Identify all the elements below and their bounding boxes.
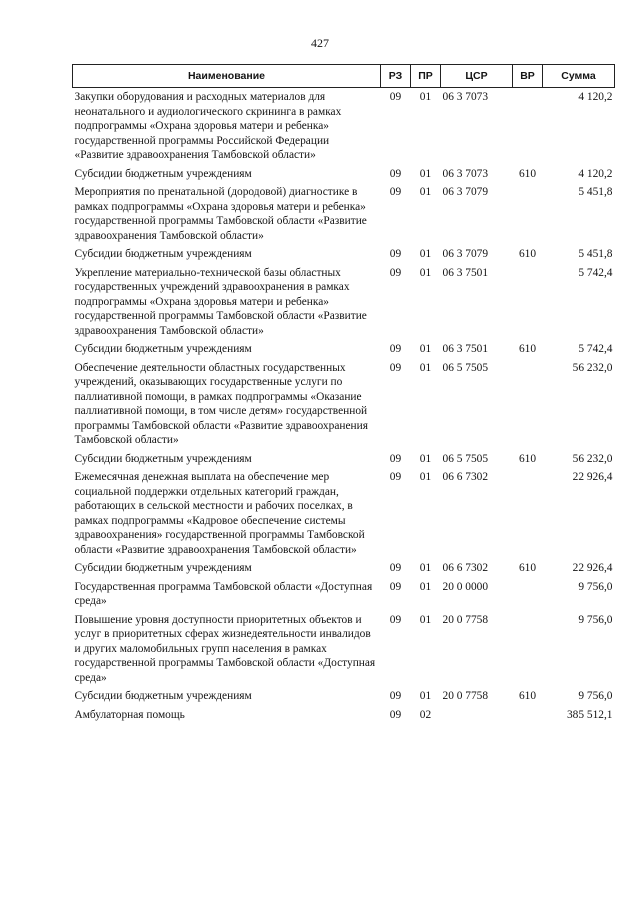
header-rz: РЗ xyxy=(381,65,411,88)
row-pr: 01 xyxy=(419,690,432,702)
row-csr: 06 6 7302 xyxy=(442,471,489,483)
row-rz: 09 xyxy=(389,580,402,593)
header-name: Наименование xyxy=(73,65,381,88)
table-row xyxy=(73,340,615,359)
row-name: Субсидии бюджетным учреждениям xyxy=(74,343,252,355)
row-rz: 09 xyxy=(389,613,402,626)
header-vr: ВР xyxy=(513,65,543,88)
table-row xyxy=(73,450,615,469)
row-name: Укрепление материально-технической базы областных государственных учреждений здравоохранения в рамках подпрограммы «Охрана здоровья матери и ребенка» государственной программы Тамбовской области «Развитие здравоохранения Тамбовской области» xyxy=(74,266,367,337)
row-rz: 09 xyxy=(389,248,402,260)
table-row xyxy=(73,559,615,578)
header-sum: Сумма xyxy=(543,65,615,88)
row-sum: 385 512,1 xyxy=(566,708,613,721)
row-csr: 06 3 7079 xyxy=(442,186,489,198)
row-vr: 610 xyxy=(518,167,537,180)
row-name: Закупки оборудования и расходных материалов для неонатального и аудиологического скрининга в рамках подпрограммы «Охрана здоровья матери и ребенка» государственной программы Российской Федерации «Развитие здравоохранения Тамбовской области» xyxy=(74,91,342,161)
row-sum: 22 926,4 xyxy=(572,562,613,574)
row-name: Субсидии бюджетным учреждениям xyxy=(74,562,252,574)
row-sum: 9 756,0 xyxy=(578,690,613,702)
table-row xyxy=(73,88,615,165)
row-pr: 01 xyxy=(419,91,432,103)
row-pr: 01 xyxy=(419,266,432,279)
row-csr: 06 5 7505 xyxy=(442,452,489,465)
row-csr: 06 3 7501 xyxy=(442,266,489,279)
row-name: Субсидии бюджетным учреждениям xyxy=(74,690,252,702)
row-pr: 01 xyxy=(419,167,432,180)
budget-table xyxy=(72,64,615,724)
row-sum: 9 756,0 xyxy=(578,613,613,626)
row-rz: 09 xyxy=(389,91,402,103)
row-name: Повышение уровня доступности приоритетных объектов и услуг в приоритетных сферах жизнедеятельности инвалидов и других маломобильных групп населения в рамках государственной программы Тамбовской области «Доступная среда» xyxy=(74,613,376,684)
row-sum: 4 120,2 xyxy=(578,91,613,103)
row-sum: 5 451,8 xyxy=(578,248,613,260)
row-vr xyxy=(513,88,543,165)
row-sum: 56 232,0 xyxy=(572,361,613,374)
row-pr: 02 xyxy=(419,708,432,721)
row-sum: 9 756,0 xyxy=(578,580,613,593)
row-pr: 01 xyxy=(419,580,432,593)
row-rz: 09 xyxy=(389,186,402,198)
table-row xyxy=(73,611,615,688)
page-number: 427 xyxy=(311,36,329,50)
row-name: Ежемесячная денежная выплата на обеспечение мер социальной поддержки отдельных категорий граждан, работающих в сельской местности и рабочих поселках, в рамках подпрограммы «Кадровое обеспечение системы здравоохранения» государственной программы Тамбовской области «Развитие здравоохранения Тамбовской области» xyxy=(74,471,365,556)
row-csr: 06 3 7073 xyxy=(442,91,489,103)
row-vr xyxy=(513,264,543,341)
row-vr: 610 xyxy=(518,343,537,355)
row-pr: 01 xyxy=(419,186,432,198)
row-rz: 09 xyxy=(389,167,402,180)
row-rz: 09 xyxy=(389,266,402,279)
table-row xyxy=(73,245,615,264)
row-rz: 09 xyxy=(389,471,402,483)
table-row xyxy=(73,165,615,184)
row-vr: 610 xyxy=(518,248,537,260)
row-vr xyxy=(513,468,543,559)
row-csr: 06 3 7079 xyxy=(442,248,489,260)
row-name: Государственная программа Тамбовской области «Доступная среда» xyxy=(74,580,373,607)
row-name: Амбулаторная помощь xyxy=(74,708,185,721)
row-rz: 09 xyxy=(389,562,402,574)
row-vr xyxy=(513,578,543,611)
row-csr: 06 3 7501 xyxy=(442,343,489,355)
row-vr xyxy=(513,359,543,450)
row-rz: 09 xyxy=(389,452,402,465)
row-vr xyxy=(513,183,543,245)
row-name: Субсидии бюджетным учреждениям xyxy=(74,248,252,260)
row-vr: 610 xyxy=(518,690,537,702)
row-pr: 01 xyxy=(419,562,432,574)
row-csr: 06 3 7073 xyxy=(442,167,489,180)
row-sum: 5 451,8 xyxy=(578,186,613,198)
table-row xyxy=(73,264,615,341)
row-csr: 06 6 7302 xyxy=(442,562,489,574)
row-sum: 56 232,0 xyxy=(572,452,613,465)
table-body xyxy=(73,88,615,725)
row-name: Субсидии бюджетным учреждениям xyxy=(74,452,252,465)
row-rz: 09 xyxy=(389,690,402,702)
row-sum: 4 120,2 xyxy=(578,167,613,180)
row-sum: 5 742,4 xyxy=(578,266,613,279)
row-pr: 01 xyxy=(419,471,432,483)
row-pr: 01 xyxy=(419,452,432,465)
row-sum: 5 742,4 xyxy=(578,343,613,355)
row-rz: 09 xyxy=(389,343,402,355)
row-vr xyxy=(513,611,543,688)
table-row xyxy=(73,183,615,245)
row-csr: 06 5 7505 xyxy=(442,361,489,374)
row-name: Субсидии бюджетным учреждениям xyxy=(74,167,252,180)
row-rz: 09 xyxy=(389,708,402,721)
row-sum: 22 926,4 xyxy=(572,471,613,483)
table-row xyxy=(73,578,615,611)
header-pr: ПР xyxy=(411,65,441,88)
row-pr: 01 xyxy=(419,248,432,260)
row-csr: 20 0 7758 xyxy=(442,690,489,702)
row-rz: 09 xyxy=(389,361,402,374)
table-row xyxy=(73,687,615,706)
table-row xyxy=(73,706,615,725)
header-csr: ЦСР xyxy=(441,65,513,88)
table-row xyxy=(73,359,615,450)
row-vr: 610 xyxy=(518,452,537,465)
row-pr: 01 xyxy=(419,343,432,355)
row-csr: 20 0 7758 xyxy=(442,613,489,626)
row-csr xyxy=(441,706,513,725)
table-header-row xyxy=(73,65,615,88)
row-pr: 01 xyxy=(419,361,432,374)
row-name: Мероприятия по пренатальной (дородовой) диагностике в рамках подпрограммы «Охрана здоровья матери и ребенка» государственной программы Тамбовской области «Развитие здравоохранения Тамбовской области» xyxy=(74,186,367,242)
row-vr: 610 xyxy=(518,562,537,574)
table-row xyxy=(73,468,615,559)
row-vr xyxy=(513,706,543,725)
row-name: Обеспечение деятельности областных государственных учреждений, оказывающих государственные услуги по паллиативной помощи, в рамках подпрограммы «Оказание паллиативной помощи, в том числе детям» государственной программы Тамбовской области «Развитие здравоохранения Тамбовской области» xyxy=(74,361,368,446)
row-csr: 20 0 0000 xyxy=(442,580,489,593)
row-pr: 01 xyxy=(419,613,432,626)
